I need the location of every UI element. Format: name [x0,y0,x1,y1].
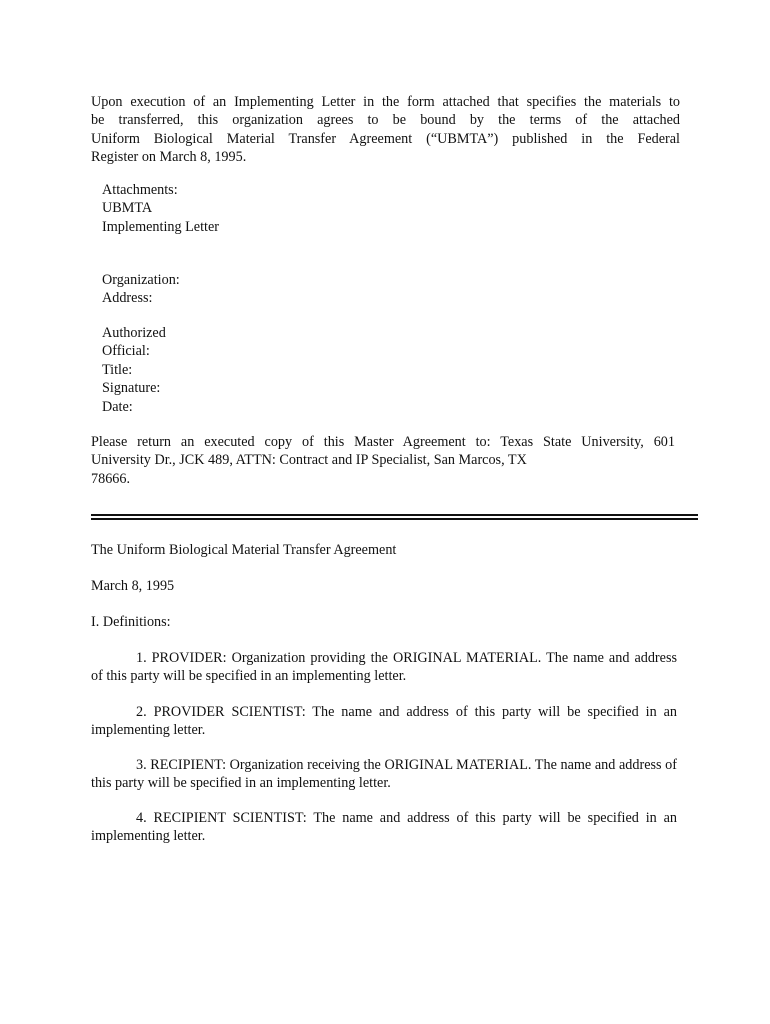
intro-paragraph [91,93,680,167]
return-line-2: University Dr., JCK 489, ATTN: Contract and IP Specialist, San Marcos, TX [91,452,527,469]
attachment-item: Implementing Letter [102,218,220,235]
return-line-1: Please return an executed copy of this Master Agreement to: Texas State University, 601 [91,434,675,450]
definition-item: 1. PROVIDER: Organization providing the ORIGINAL MATERIAL. The name and address of this party will be specified in an implementing letter. [91,650,677,685]
intro-line-4: Register on March 8, 1995. [91,149,247,166]
agreement-date: March 8, 1995 [91,578,175,594]
definition-item: 2. PROVIDER SCIENTIST: The name and address of this party will be specified in an implementing letter. [91,704,677,739]
definitions-heading: I. Definitions: [91,614,171,630]
definition-item: 4. RECIPIENT SCIENTIST: The name and address of this party will be specified in an implementing letter. [91,810,677,845]
authorized-label: Authorized [102,325,166,341]
organization-fields [102,271,180,308]
return-line-3: 78666. [91,470,131,487]
date-label: Date: [102,398,133,415]
intro-line-3: Uniform Biological Material Transfer Agreement (“UBMTA”) published in the Federal [91,130,680,147]
return-notice [91,433,675,488]
organization-label: Organization: [102,272,180,288]
official-label: Official: [102,343,150,360]
attachment-item: UBMTA [102,200,153,217]
official-fields [102,324,166,416]
attachments-heading: Attachments: [102,182,178,198]
divider-line [91,518,698,520]
definition-item: 3. RECIPIENT: Organization receiving the ORIGINAL MATERIAL. The name and address of this party will be specified in an implementing letter. [91,757,677,792]
intro-line-2: be transferred, this organization agrees to be bound by the terms of the attached [91,112,680,129]
intro-line-1: Upon execution of an Implementing Letter in the form attached that specifies the materials to [91,94,680,110]
divider-line [91,514,698,516]
attachments-block [102,181,219,236]
signature-label: Signature: [102,380,161,397]
agreement-title: The Uniform Biological Material Transfer Agreement [91,542,397,558]
title-label: Title: [102,361,133,378]
address-label: Address: [102,290,153,307]
